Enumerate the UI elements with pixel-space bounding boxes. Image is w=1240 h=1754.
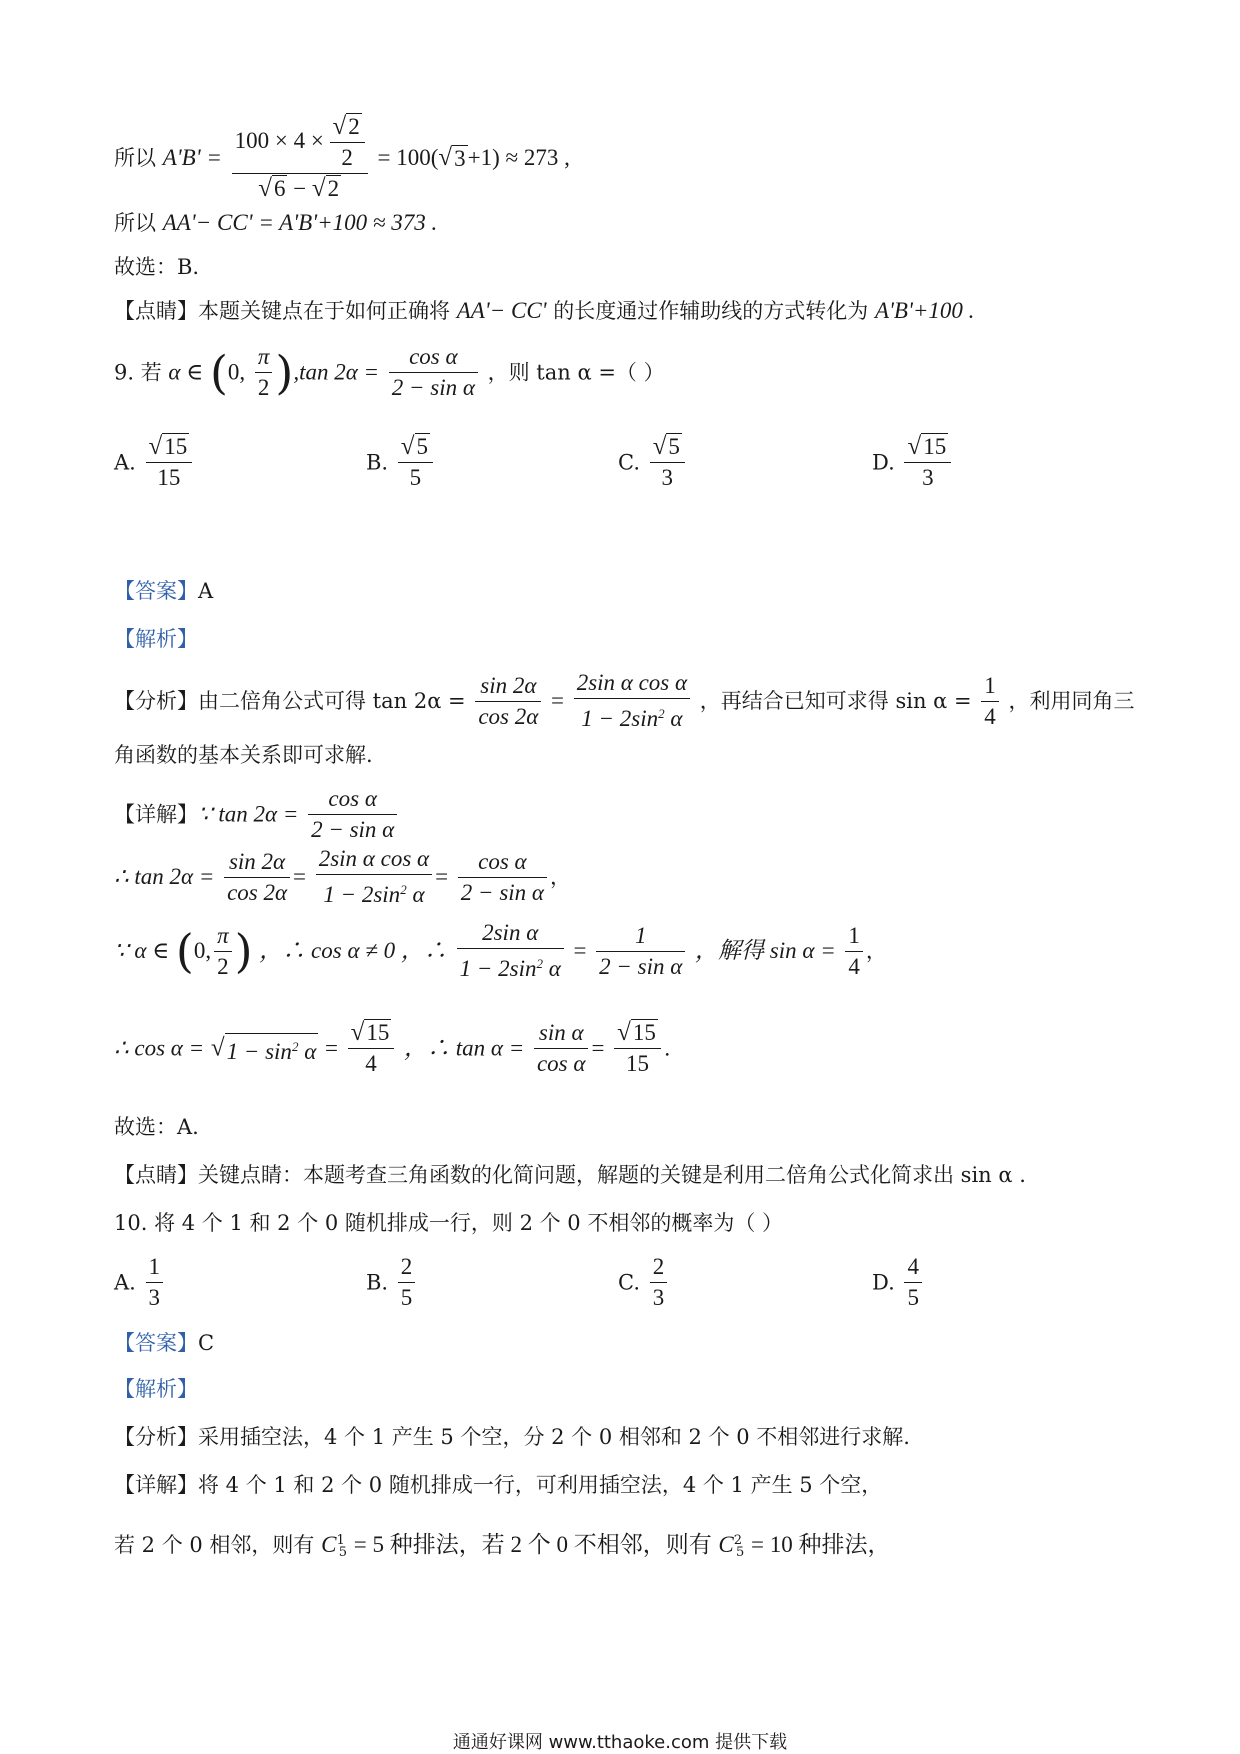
q10-xiangjie: 【详解】将 4 个 1 和 2 个 0 随机排成一行，可利用插空法，4 个 1 产生 5 个空， xyxy=(114,1473,883,1497)
q9-tail: ，则 tan α =（ ） xyxy=(487,360,665,385)
dianjing-text2: 的长度通过作辅助线的方式转化为 xyxy=(553,299,869,323)
q9-xiangjie-1: 【详解】∵ tan 2α = $\frac{\text{cos α}}{\text{2 − sin α}}$ xyxy=(114,784,400,845)
q9-answer xyxy=(114,576,213,606)
sqrt-2-den: 2 xyxy=(327,176,340,201)
answer-value: A xyxy=(198,579,214,603)
q9-xiangjie-2: ∴ tan 2α = $\frac{\sin 2\alpha}{\cos 2\alpha}$ = $\frac{\text{2sin α cos α}}{1 - 2\sin^2 \alpha}$ = $\frac{\text{cos α}}{\text{2 − sin α}}$ ， xyxy=(114,846,571,907)
q9-option-c[interactable] xyxy=(618,432,688,493)
sqrt-3: 3 xyxy=(454,145,466,171)
q10-option-a[interactable]: A. $\frac{1}{3}$ xyxy=(114,1252,166,1313)
q10-option-c[interactable]: C. $\frac{2}{3}$ xyxy=(618,1252,670,1313)
q9-option-a[interactable] xyxy=(114,432,195,493)
q9-tan2a: ,tan 2α = xyxy=(293,359,380,385)
q10-answer: 【答案】C xyxy=(114,1331,215,1355)
q9-pi: π xyxy=(255,342,273,373)
q9-xiangjie-4: ∴ $\cos \alpha = √1 - \sin^2 \alpha$ = $\frac{√15}{4}$ ，∴ tan α = $\frac{\text{sin α}}{\text{cos α}}$ = $\frac{√15}{15}$ . xyxy=(114,1019,671,1076)
option-letter: B. xyxy=(366,450,389,475)
choice-b-line: 故选：B. xyxy=(114,255,200,279)
q10-option-b[interactable]: B. $\frac{2}{5}$ xyxy=(366,1252,418,1313)
den-minus: − xyxy=(287,176,312,201)
q9-cos: cos α xyxy=(389,342,478,373)
q10-fenxi: 【分析】采用插空法，4 个 1 产生 5 个空，分 2 个 0 相邻和 2 个 0 不相邻进行求解. xyxy=(114,1425,910,1449)
fenxi-b: ，再结合已知可求得 sin α = xyxy=(699,689,972,713)
dianjing-line xyxy=(114,296,974,326)
q10-last-line: 若 2 个 0 相邻，则有 $C^1_5 = 5$ 种排法，若 2 个 0 不相邻，则有 $C^2_5 = 10$ 种排法， xyxy=(114,1532,891,1560)
q9-pi-over-2 xyxy=(255,342,273,403)
question-9-stem: 9. 若 α ∈ (0, $\frac{\pi}{2}$ ),tan 2α = $\frac{\text{cos α}}{\text{2 − sin α}}$ ，则 tan α =（ ） xyxy=(114,342,665,403)
q10-analysis-label: 【解析】 xyxy=(114,1377,198,1401)
q9-den: 2 − sin α xyxy=(391,375,475,400)
answer-label: 【答案】 xyxy=(114,579,198,603)
q9-fenxi: 【分析】由二倍角公式可得 tan 2α = $\frac{\sin 2\alpha}{\cos 2\alpha}$ = $\frac{\text{2sin α cos α}}{1 - 2\sin^2 \alpha}$ ，再结合已知可求得 sin α = $\frac{1}{4}$ ，利用同角三 xyxy=(114,670,1135,731)
option-letter: A. xyxy=(114,450,136,475)
q9-dianjing: 【点睛】关键点睛：本题考查三角函数的化简问题，解题的关键是利用二倍角公式化简求出 sin α . xyxy=(114,1163,1026,1187)
sqrt-6: 6 xyxy=(273,176,286,201)
footer-watermark: 通通好课网 www.tthaoke.com 提供下载 xyxy=(452,1732,788,1753)
option-letter: C. xyxy=(618,450,640,475)
sqrt2-over-2: $\frac{√2}{2}$ xyxy=(330,112,365,173)
q9-fenxi-cont: 角函数的基本关系即可求解. xyxy=(114,743,373,767)
rhs-tail: +1) ≈ 273 , xyxy=(467,145,570,170)
expr-373: AA'− CC' = A'B'+100 ≈ 373 . xyxy=(162,210,438,235)
dianjing-label: 【点睛】 xyxy=(114,299,198,323)
q10-option-d[interactable]: D. $\frac{4}{5}$ xyxy=(872,1252,925,1313)
fenxi-c: ，利用同角三 xyxy=(1008,689,1135,713)
q9-option-b[interactable] xyxy=(366,432,436,493)
text-prefix: 所以 xyxy=(114,146,156,170)
dianjing-text: 本题关键点在于如何正确将 xyxy=(198,299,450,323)
f-cos2a: cos 2α xyxy=(478,703,539,729)
dianjing-expr2: A'B'+100 . xyxy=(874,298,975,323)
text-prefix-2: 所以 xyxy=(114,211,156,235)
option-fraction: $\frac{√15}{3}$ xyxy=(904,432,951,493)
top-numerator: 100 × 4 × xyxy=(234,127,324,153)
fenxi-a: 由二倍角公式可得 tan 2α = xyxy=(198,689,466,713)
q9-xiangjie-3: ∵ α ∈ (0, $\frac{\pi}{2}$ ) ，∴ cos α ≠ 0 ，∴ $\frac{\text{2sin α}}{1 - 2\sin^2 \alpha}$ = $\frac{1}{\text{2 − sin α}}$ ，解得 sin α = $\frac{1}{4}$ ， xyxy=(114,920,887,981)
option-fraction: $\frac{√15}{15}$ xyxy=(146,432,193,493)
f-eq: = xyxy=(551,688,564,713)
q9-zero: 0, xyxy=(227,359,246,385)
f-num2: 2sin α cos α xyxy=(574,668,690,699)
q9-analysis-label: 【解析】 xyxy=(114,627,198,651)
q9-alpha-in: α ∈ xyxy=(168,359,204,385)
sqrt-2: 2 xyxy=(348,114,360,139)
math-lhs: A'B' = xyxy=(162,145,222,170)
dianjing-expr1: AA'− CC' xyxy=(456,298,547,323)
option-letter: D. xyxy=(872,450,895,475)
q9-option-d[interactable] xyxy=(872,432,954,493)
option-fraction: $\frac{√5}{5}$ xyxy=(398,432,433,493)
f-sin2a: sin 2α xyxy=(475,671,541,702)
q9-two: 2 xyxy=(257,375,270,400)
option-fraction: $\frac{√5}{3}$ xyxy=(650,432,685,493)
question-10-stem: 10. 将 4 个 1 和 2 个 0 随机排成一行，则 2 个 0 不相邻的概率为（ ） xyxy=(114,1211,784,1235)
q9-fraction xyxy=(389,342,478,403)
xiangjie-label: 【详解】 xyxy=(114,802,198,827)
derivation-line-2 xyxy=(114,208,437,238)
big-fraction: 100 × 4 × $\frac{√2}{2}$ √6 − √2 xyxy=(232,112,368,204)
rhs: = 100( xyxy=(377,145,439,170)
fenxi-label: 【分析】 xyxy=(114,689,198,713)
half-den: 2 xyxy=(341,145,353,170)
q9-number: 9. 若 xyxy=(114,360,162,385)
q9-guxuan: 故选：A. xyxy=(114,1115,199,1139)
derivation-line-1: 所以 A'B' = 100 × 4 × $\frac{√2}{2}$ √6 − √2 = 100(√3+1) ≈ 273 , xyxy=(114,113,570,202)
